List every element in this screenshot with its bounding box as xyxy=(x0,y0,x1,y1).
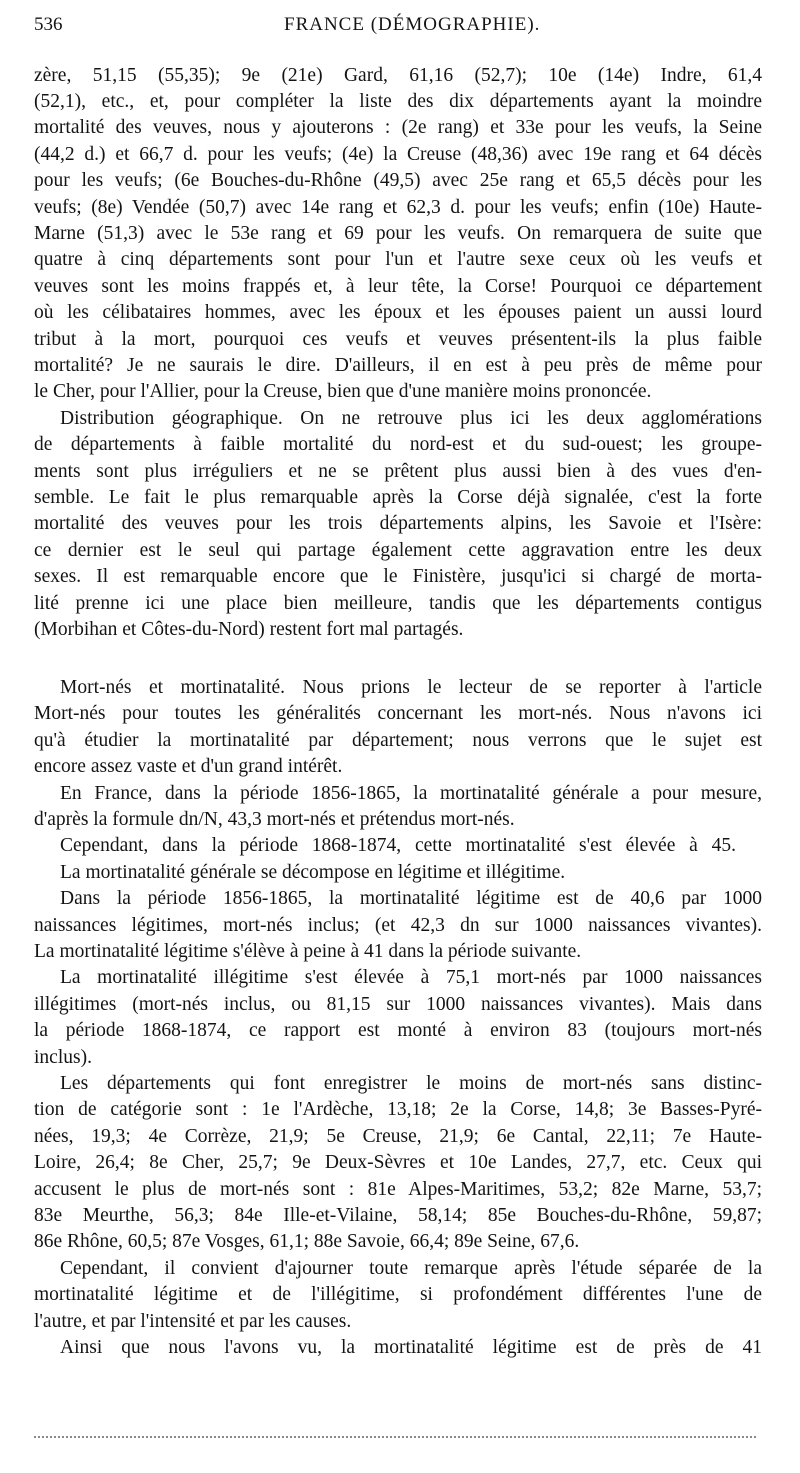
text-line: le Cher, pour l'Allier, pour la Creuse, bien que d'une manière moins prononcée. xyxy=(34,381,652,402)
text-line: zère, 51,15 (55,35); 9e (21e) Gard, 61,16 (52,7); 10e (14e) Indre, 61,4 xyxy=(34,65,762,86)
text-line: 83e Meurthe, 56,3; 84e Ille-et-Vilaine, 58,14; 85e Bouches-du-Rhône, 59,87; xyxy=(34,1205,762,1226)
text-line: Cependant, dans la période 1868-1874, cette mortinatalité s'est élevée à 45. xyxy=(60,835,736,856)
text-line: naissances légitimes, mort-nés inclus; (et 42,3 dn sur 1000 naissances vivantes). xyxy=(34,915,762,936)
text-line: (44,2 d.) et 66,7 d. pour les veufs; (4e) la Creuse (48,36) avec 19e rang et 64 décès xyxy=(34,144,762,165)
text-line: inclus). xyxy=(34,1047,92,1068)
text-line: La mortinatalité illégitime s'est élevée à 75,1 mort-nés par 1000 naissances xyxy=(60,967,762,988)
text-line: l'autre, et par l'intensité et par les causes. xyxy=(34,1311,352,1332)
text-line: Les départements qui font enregistrer le moins de mort-nés sans distinc- xyxy=(60,1073,762,1094)
text-line: mortalité des veuves, nous y ajouterons : (2e rang) et 33e pour les veufs, la Seine xyxy=(34,117,762,138)
text-line: Ainsi que nous l'avons vu, la mortinatalité légitime est de près de 41 xyxy=(60,1337,762,1358)
text-line: de départements à faible mortalité du nord-est et du sud-ouest; les groupe- xyxy=(34,434,762,455)
text-line: La mortinatalité générale se décompose en légitime et illégitime. xyxy=(60,862,566,883)
text-line: mortalité? Je ne saurais le dire. D'ailleurs, il en est à peu près de même pour xyxy=(34,355,762,376)
text-line: ce dernier est le seul qui partage également cette aggravation entre les deux xyxy=(34,540,762,561)
section-heading-line: Mort-nés et mortinatalité. Nous prions le lecteur de se reporter à l'article xyxy=(60,677,762,698)
text-line: accusent le plus de mort-nés sont : 81e Alpes-Maritimes, 53,2; 82e Marne, 53,7; xyxy=(34,1179,762,1200)
text-line: où les célibataires hommes, avec les époux et les épouses paient un aussi lourd xyxy=(34,302,762,323)
text-line: mortalité des veuves pour les trois départements alpins, les Savoie et l'Isère: xyxy=(34,513,762,534)
text-line: veuves sont les moins frappés et, à leur tête, la Corse! Pourquoi ce département xyxy=(34,276,762,297)
text-line: d'après la formule dn/N, 43,3 mort-nés et prétendus mort-nés. xyxy=(34,809,515,830)
text-line: semble. Le fait le plus remarquable après la Corse déjà signalée, c'est la forte xyxy=(34,487,762,508)
text-line: ments sont plus irréguliers et ne se prêtent plus aussi bien à des vues d'en- xyxy=(34,461,762,482)
text-line: illégitimes (mort-nés inclus, ou 81,15 sur 1000 naissances vivantes). Mais dans xyxy=(34,994,762,1015)
text-line: Marne (51,3) avec le 53e rang et 69 pour les veufs. On remarquera de suite que xyxy=(34,223,762,244)
text-line: veufs; (8e) Vendée (50,7) avec 14e rang et 62,3 d. pour les veufs; enfin (10e) Haute- xyxy=(34,197,762,218)
text-line: mortinatalité légitime et de l'illégitime, si profondément différentes l'une de xyxy=(34,1284,762,1305)
text-line: 86e Rhône, 60,5; 87e Vosges, 61,1; 88e Savoie, 66,4; 89e Seine, 67,6. xyxy=(34,1231,580,1252)
footer-dotted-rule xyxy=(34,1436,756,1438)
text-line: quatre à cinq départements sont pour l'un et l'autre sexe ceux où les veufs et xyxy=(34,249,762,270)
text-line: (Morbihan et Côtes-du-Nord) restent fort mal partagés. xyxy=(34,619,464,640)
text-line: encore assez vaste et d'un grand intérêt. xyxy=(34,756,343,777)
text-line: Dans la période 1856-1865, la mortinatalité légitime est de 40,6 par 1000 xyxy=(60,888,762,909)
page-number: 536 xyxy=(34,14,63,35)
text-line: la période 1868-1874, ce rapport est monté à environ 83 (toujours mort-nés xyxy=(34,1020,762,1041)
text-line: Mort-nés pour toutes les généralités concernant les mort-nés. Nous n'avons ici xyxy=(34,703,762,724)
text-line: nées, 19,3; 4e Corrèze, 21,9; 5e Creuse, 21,9; 6e Cantal, 22,11; 7e Haute- xyxy=(34,1126,762,1147)
text-line: qu'à étudier la mortinatalité par département; nous verrons que le sujet est xyxy=(34,730,762,751)
text-line: La mortinatalité légitime s'élève à peine à 41 dans la période suivante. xyxy=(34,941,582,962)
text-line: (52,1), etc., et, pour compléter la liste des dix départements ayant la moindre xyxy=(34,91,762,112)
text-line: sexes. Il est remarquable encore que le Finistère, jusqu'ici si chargé de morta- xyxy=(34,566,762,587)
text-line: pour les veufs; (6e Bouches-du-Rhône (49,5) avec 25e rang et 65,5 décès pour les xyxy=(34,170,762,191)
text-line: Cependant, il convient d'ajourner toute remarque après l'étude séparée de la xyxy=(60,1258,762,1279)
text-line: tion de catégorie sont : 1e l'Ardèche, 13,18; 2e la Corse, 14,8; 3e Basses-Pyré- xyxy=(34,1099,762,1120)
text-line: Loire, 26,4; 8e Cher, 25,7; 9e Deux-Sèvres et 10e Landes, 27,7, etc. Ceux qui xyxy=(34,1152,762,1173)
running-head: FRANCE (DÉMOGRAPHIE). xyxy=(284,14,541,35)
text-line: En France, dans la période 1856-1865, la mortinatalité générale a pour mesure, xyxy=(60,783,762,804)
section-lead-line: Distribution géographique. On ne retrouve plus ici les deux agglomérations xyxy=(60,408,762,429)
text-line: tribut à la mort, pourquoi ces veufs et veuves présentent-ils la plus faible xyxy=(34,329,762,350)
text-line: lité prenne ici une place bien meilleure, tandis que les départements contigus xyxy=(34,593,762,614)
